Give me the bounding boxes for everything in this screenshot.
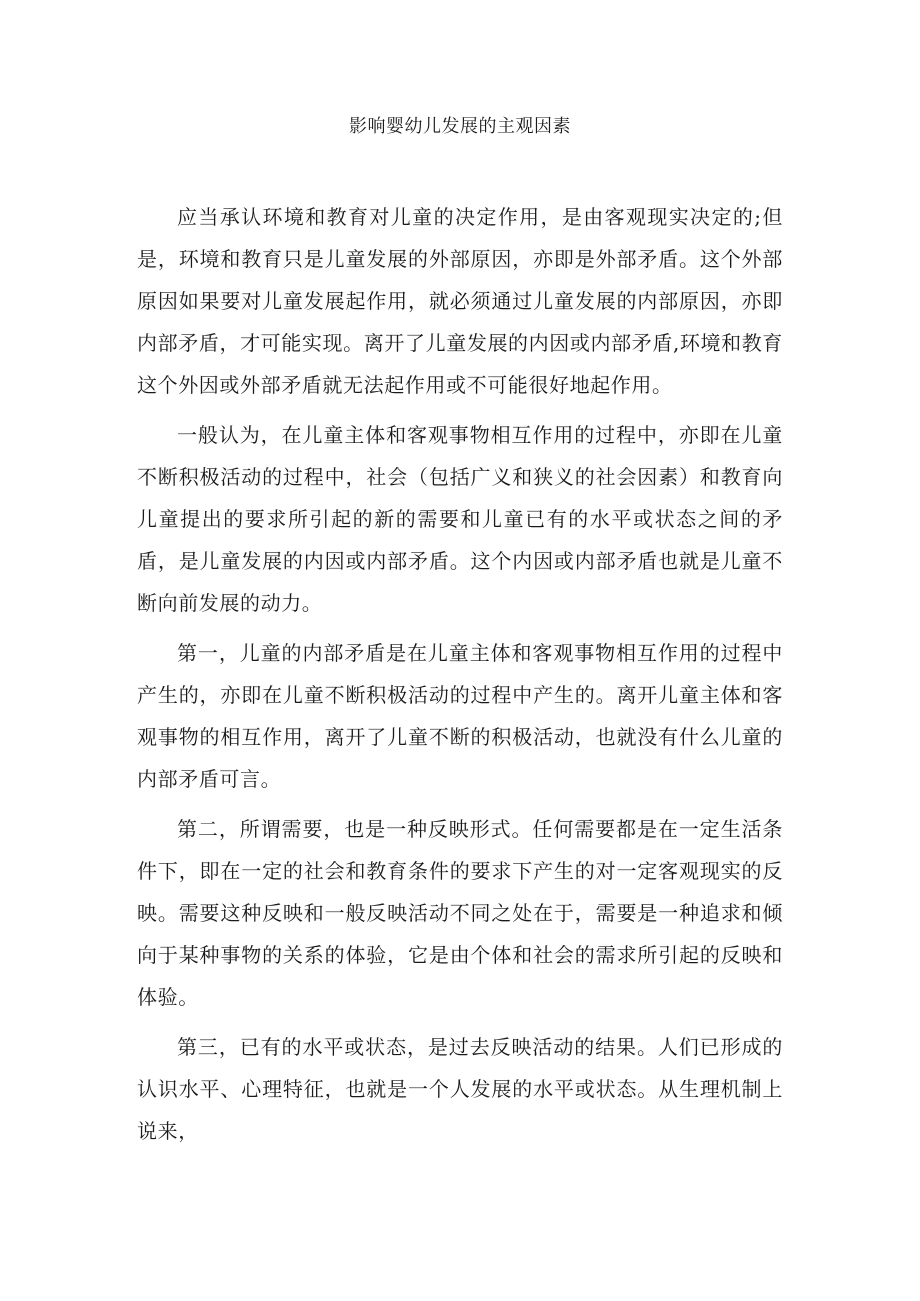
paragraph-5: 第三，已有的水平或状态，是过去反映活动的结果。人们已形成的认识水平、心理特征，也就是一个人发展的水平或状态。从生理机制上说来， xyxy=(137,1035,783,1143)
paragraph-2: 一般认为，在儿童主体和客观事物相互作用的过程中，亦即在儿童不断积极活动的过程中，社会（包括广义和狭义的社会因素）和教育向儿童提出的要求所引起的新的需要和儿童已有的水平或状态之间的矛盾，是儿童发展的内因或内部矛盾。这个内因或内部矛盾也就是儿童不断向前发展的动力。 xyxy=(137,423,783,615)
paragraph-1: 应当承认环境和教育对儿童的决定作用，是由客观现实决定的;但是，环境和教育只是儿童发展的外部原因，亦即是外部矛盾。这个外部原因如果要对儿童发展起作用，就必须通过儿童发展的内部原因，亦即内部矛盾，才可能实现。离开了儿童发展的内因或内部矛盾,环境和教育这个外因或外部矛盾就无法起作用或不可能很好地起作用。 xyxy=(137,205,783,397)
document-body xyxy=(137,196,783,1160)
paragraph-3: 第一，儿童的内部矛盾是在儿童主体和客观事物相互作用的过程中产生的，亦即在儿童不断积极活动的过程中产生的。离开儿童主体和客观事物的相互作用，离开了儿童不断的积极活动，也就没有什么儿童的内部矛盾可言。 xyxy=(137,641,783,791)
document-title: 影响婴幼儿发展的主观因素 xyxy=(349,116,571,137)
paragraph-4: 第二，所谓需要，也是一种反映形式。任何需要都是在一定生活条件下，即在一定的社会和教育条件的要求下产生的对一定客观现实的反映。需要这种反映和一般反映活动不同之处在于，需要是一种追求和倾向于某种事物的关系的体验，它是由个体和社会的需求所引起的反映和体验。 xyxy=(137,817,783,1009)
